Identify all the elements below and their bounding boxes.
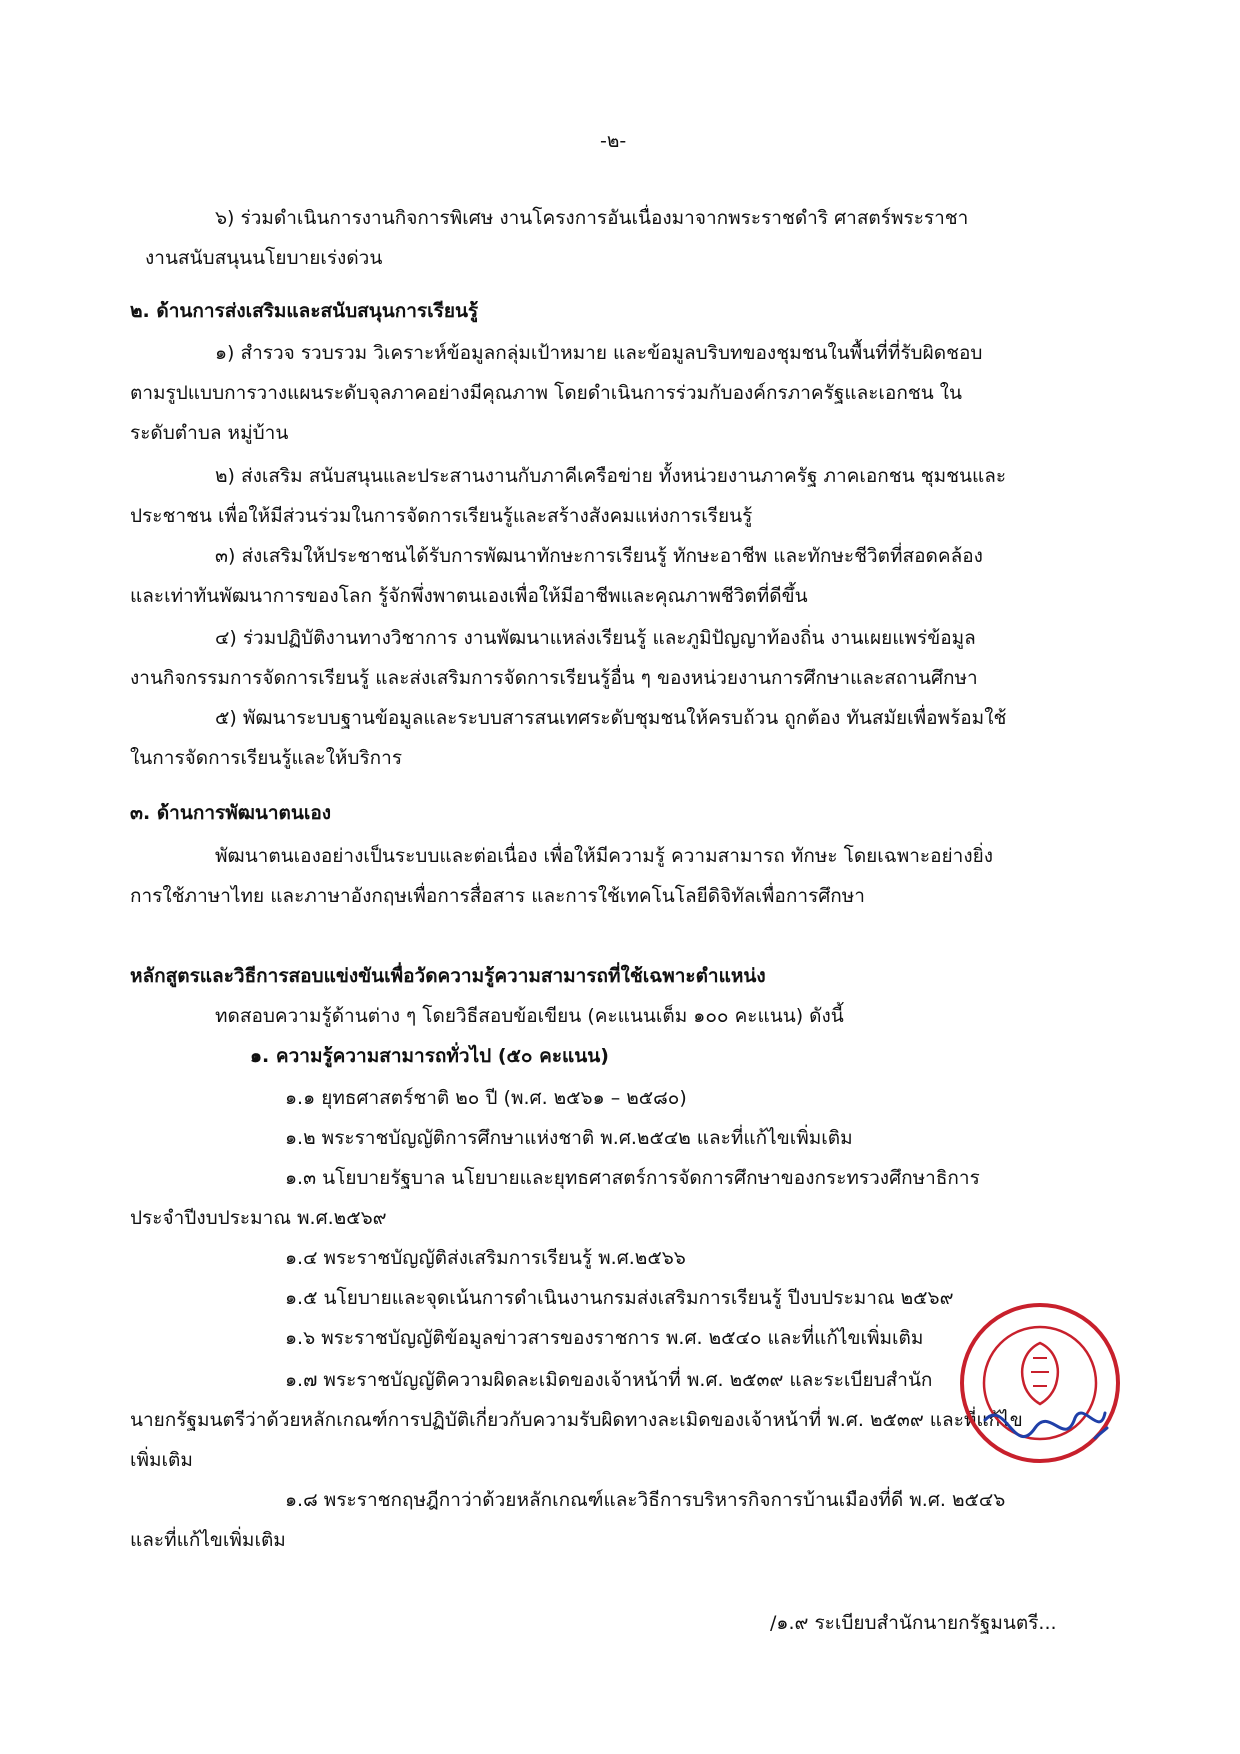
exam-item-1-7-cont-1: นายกรัฐมนตรีว่าด้วยหลักเกณฑ์การปฏิบัติเกี่ยวกับความรับผิดทางละเมิดของเจ้าหน้าที่ พ.ศ. ๒๕๓๙ และที่แก้ไข <box>130 1409 1023 1431</box>
exam-item-1-5: ๑.๕ นโยบายและจุดเน้นการดำเนินงานกรมส่งเสริมการเรียนรู้ ปีงบประมาณ ๒๕๖๙ <box>285 1287 954 1309</box>
learning-item-1: ๑) สำรวจ รวบรวม วิเคราะห์ข้อมูลกลุ่มเป้าหมาย และข้อมูลบริบทของชุมชนในพื้นที่ที่รับผิดชอบ <box>215 342 983 364</box>
learning-item-3-cont: และเท่าทันพัฒนาการของโลก รู้จักพึ่งพาตนเองเพื่อให้มีอาชีพและคุณภาพชีวิตที่ดีขึ้น <box>130 585 808 607</box>
page-number: -๒- <box>600 130 627 152</box>
seal-emblem-lines <box>1031 1358 1049 1386</box>
learning-item-3: ๓) ส่งเสริมให้ประชาชนได้รับการพัฒนาทักษะการเรียนรู้ ทักษะอาชีพ และทักษะชีวิตที่สอดคล้อง <box>215 545 983 567</box>
learning-item-1-cont-1: ตามรูปแบบการวางแผนระดับจุลภาคอย่างมีคุณภาพ โดยดำเนินการร่วมกับองค์กรภาครัฐและเอกชน ใน <box>130 382 963 404</box>
continuation-note: /๑.๙ ระเบียบสำนักนายกรัฐมนตรี... <box>770 1612 1057 1634</box>
section-2-heading: ๒. ด้านการส่งเสริมและสนับสนุนการเรียนรู้ <box>130 300 479 322</box>
exam-item-1-8-cont: และที่แก้ไขเพิ่มเติม <box>130 1529 286 1551</box>
exam-item-1-2: ๑.๒ พระราชบัญญัติการศึกษาแห่งชาติ พ.ศ.๒๕๔๒ และที่แก้ไขเพิ่มเติม <box>285 1127 853 1149</box>
exam-item-1-7-cont-2: เพิ่มเติม <box>130 1449 193 1471</box>
exam-item-1-3-cont: ประจำปีงบประมาณ พ.ศ.๒๕๖๙ <box>130 1207 387 1229</box>
self-development-text-cont: การใช้ภาษาไทย และภาษาอังกฤษเพื่อการสื่อสาร และการใช้เทคโนโลยีดิจิทัลเพื่อการศึกษา <box>130 885 865 907</box>
seal-emblem-shape <box>1022 1343 1058 1404</box>
exam-intro: ทดสอบความรู้ด้านต่าง ๆ โดยวิธีสอบข้อเขียน (คะแนนเต็ม ๑๐๐ คะแนน) ดังนี้ <box>215 1005 844 1027</box>
exam-item-1-4: ๑.๔ พระราชบัญญัติส่งเสริมการเรียนรู้ พ.ศ.๒๕๖๖ <box>285 1247 686 1269</box>
self-development-text: พัฒนาตนเองอย่างเป็นระบบและต่อเนื่อง เพื่อให้มีความรู้ ความสามารถ ทักษะ โดยเฉพาะอย่างยิ่ง <box>215 845 994 867</box>
exam-part-1-heading: ๑. ความรู้ความสามารถทั่วไป (๕๐ คะแนน) <box>250 1045 609 1067</box>
exam-item-1-8: ๑.๘ พระราชกฤษฎีกาว่าด้วยหลักเกณฑ์และวิธีการบริหารกิจการบ้านเมืองที่ดี พ.ศ. ๒๕๔๖ <box>285 1489 1006 1511</box>
duty-item-6: ๖) ร่วมดำเนินการงานกิจการพิเศษ งานโครงการอันเนื่องมาจากพระราชดำริ ศาสตร์พระราชา <box>215 207 969 229</box>
learning-item-5-cont: ในการจัดการเรียนรู้และให้บริการ <box>130 747 403 769</box>
exam-item-1-1: ๑.๑ ยุทธศาสตร์ชาติ ๒๐ ปี (พ.ศ. ๒๕๖๑ – ๒๕๘๐) <box>285 1087 687 1109</box>
duty-item-6-cont: งานสนับสนุนนโยบายเร่งด่วน <box>145 247 383 269</box>
learning-item-4: ๔) ร่วมปฏิบัติงานทางวิชาการ งานพัฒนาแหล่งเรียนรู้ และภูมิปัญญาท้องถิ่น งานเผยแพร่ข้อมูล <box>215 627 976 649</box>
exam-item-1-3: ๑.๓ นโยบายรัฐบาล นโยบายและยุทธศาสตร์การจัดการศึกษาของกระทรวงศึกษาธิการ <box>285 1167 980 1189</box>
learning-item-5: ๕) พัฒนาระบบฐานข้อมูลและระบบสารสนเทศระดับชุมชนให้ครบถ้วน ถูกต้อง ทันสมัยเพื่อพร้อมใช้ <box>215 707 1007 729</box>
official-seal-stamp <box>955 1288 1125 1528</box>
learning-item-4-cont: งานกิจกรรมการจัดการเรียนรู้ และส่งเสริมการจัดการเรียนรู้อื่น ๆ ของหน่วยงานการศึกษาและสถานศึกษา <box>130 667 978 689</box>
exam-item-1-7: ๑.๗ พระราชบัญญัติความผิดละเมิดของเจ้าหน้าที่ พ.ศ. ๒๕๓๙ และระเบียบสำนัก <box>285 1369 933 1391</box>
learning-item-1-cont-2: ระดับตำบล หมู่บ้าน <box>130 422 289 444</box>
learning-item-2: ๒) ส่งเสริม สนับสนุนและประสานงานกับภาคีเครือข่าย ทั้งหน่วยงานภาครัฐ ภาคเอกชน ชุมชนและ <box>215 465 1007 487</box>
learning-item-2-cont: ประชาชน เพื่อให้มีส่วนร่วมในการจัดการเรียนรู้และสร้างสังคมแห่งการเรียนรู้ <box>130 505 753 527</box>
exam-heading: หลักสูตรและวิธีการสอบแข่งขันเพื่อวัดความรู้ความสามารถที่ใช้เฉพาะตำแหน่ง <box>130 965 766 987</box>
section-3-heading: ๓. ด้านการพัฒนาตนเอง <box>130 802 332 824</box>
exam-item-1-6: ๑.๖ พระราชบัญญัติข้อมูลข่าวสารของราชการ พ.ศ. ๒๕๔๐ และที่แก้ไขเพิ่มเติม <box>285 1327 924 1349</box>
